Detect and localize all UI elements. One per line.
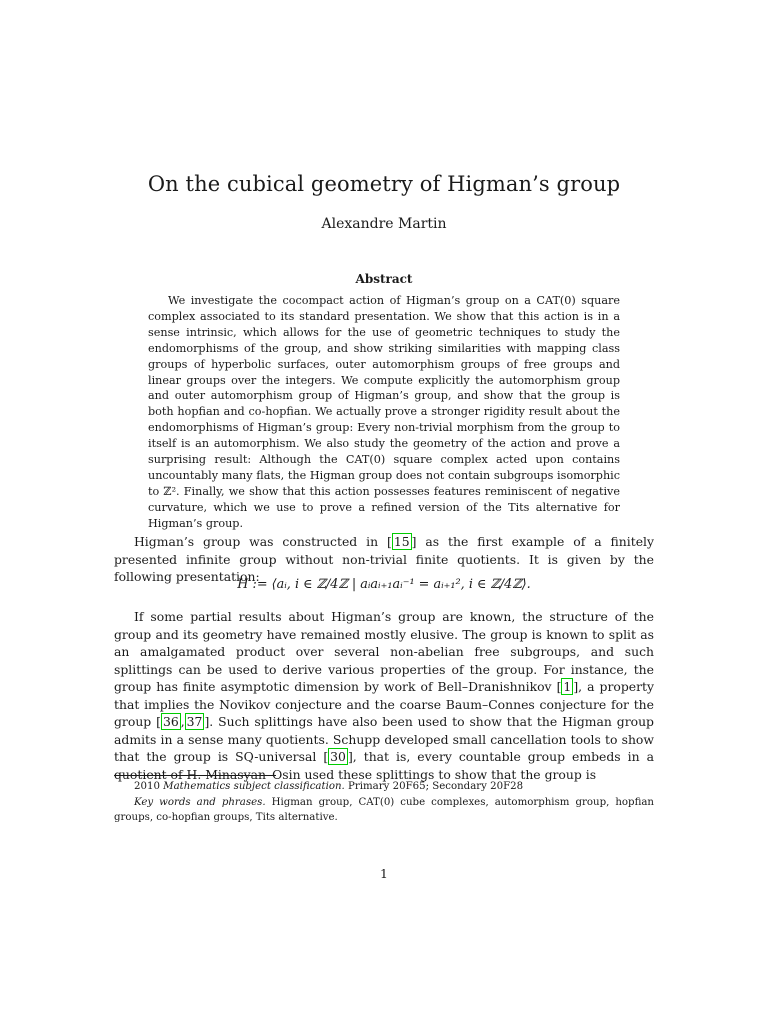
author-name: Alexandre Martin <box>321 216 447 232</box>
citation-link[interactable]: 36 <box>162 714 179 729</box>
paragraph-text: If some partial results about Higman’s group are known, the structure of the group and its geometry have remained mostly elusive. The group is known to split as an amalgamated product over several non-abelian free subgroups, and such splittings can be used to derive various properties of the group. For instance, the group has finite asymptotic dimension by work of Bell–Dranishnikov <box>114 609 654 694</box>
page-number: 1 <box>380 866 388 881</box>
abstract-text: We investigate the cocompact action of Higman’s group on a CAT(0) square complex associated to its standard presentation. We show that this action is in a sense intrinsic, which allows for the use of geometric techniques to study the endomorphisms of the group, and show striking similarities with mapping class groups of hyperbolic surfaces, outer automorphism groups of free groups and linear groups over the integers. We compute explicitly the automorphism group and outer automorphism group of Higman’s group, and show that the group is both hopfian and co-hopfian. We actually prove a stronger rigidity result about the endomorphisms of Higman’s group: Every non-trivial morphism from the group to itself is an automorphism. We also study the geometry of the action and prove a surprising result: Although the CAT(0) square complex acted upon contains uncountably many flats, the Higman group does not contain subgroups isomorphic to ℤ². Finally, we show that this action possesses features reminiscent of negative curvature, which we use to prove a refined version of the Tits alternative for Higman’s group. <box>148 294 620 530</box>
footnote-label: Mathematics subject classification. <box>163 781 345 792</box>
paragraph-text: , a property that implies the Novikov conjecture and the coarse Baum–Connes conjecture for the group <box>114 679 654 729</box>
paper-title: On the cubical geometry of Higman’s group <box>147 172 621 196</box>
citation-link[interactable]: 37 <box>186 714 203 729</box>
footnote-rule <box>114 775 276 776</box>
footnotes <box>114 779 654 826</box>
footnote-msc <box>114 779 654 795</box>
intro-text: as the first example of a finitely presented infinite group without non-trivial finite quotients. It is given by the following presentation: <box>114 534 655 584</box>
footnote-text: Primary 20F65; Secondary 20F28 <box>344 781 524 792</box>
citation-link[interactable]: 15 <box>393 534 410 549</box>
abstract-heading: Abstract <box>355 272 413 286</box>
footnote-keywords <box>114 795 654 826</box>
citation-link[interactable]: 30 <box>330 749 346 764</box>
abstract-body <box>148 293 620 532</box>
presentation-equation: H := ⟨aᵢ, i ∈ ℤ/4ℤ | aᵢaᵢ₊₁aᵢ⁻¹ = aᵢ₊₁², i ∈ ℤ/4ℤ⟩. <box>237 577 531 592</box>
footnote-year: 2010 <box>134 781 164 792</box>
citation-link[interactable]: 1 <box>563 679 572 694</box>
intro-text: Higman’s group was constructed in <box>134 534 387 549</box>
intro-paragraph-1: Higman’s group was constructed in [ 15 ] as the first example of a finitely presented infinite group without non-trivial finite quotients. It is given by the following presentation: <box>114 534 655 584</box>
intro-paragraph-2: If some partial results about Higman’s group are known, the structure of the group and its geometry have remained mostly elusive. The group is known to split as an amalgamated product over several non-abelian free subgroups, and such splittings can be used to derive various properties of the group. For instance, the group has finite asymptotic dimension by work of Bell–Dranishnikov [ 1 ], a property that implies the Novikov conjecture and the coarse Baum–Connes conjecture for the group [ 36 , 37 ]. Such splittings have also been used to show that the Higman group admits in a sense many quotients. Schupp developed small cancellation tools to show that the group is SQ-universal [ 30 ], that is, every countable group embeds in a quotient of H. Minasyan–Osin used these splittings to show that the group is <box>114 609 654 782</box>
paragraph-text: . Such splittings have also been used to show that the Higman group admits in a sense many quotients. Schupp developed small cancellation tools to show that the group is SQ-universal <box>114 714 654 764</box>
paragraph-text: , that is, every countable group embeds in a quotient of H. Minasyan–Osin used these splittings to show that the group is <box>114 749 654 782</box>
footnote-label: Key words and phrases. <box>134 796 266 808</box>
footnote-text: Higman group, CAT(0) cube complexes, automorphism group, hopfian groups, co-hopfian groups, Tits alternative. <box>114 796 654 823</box>
